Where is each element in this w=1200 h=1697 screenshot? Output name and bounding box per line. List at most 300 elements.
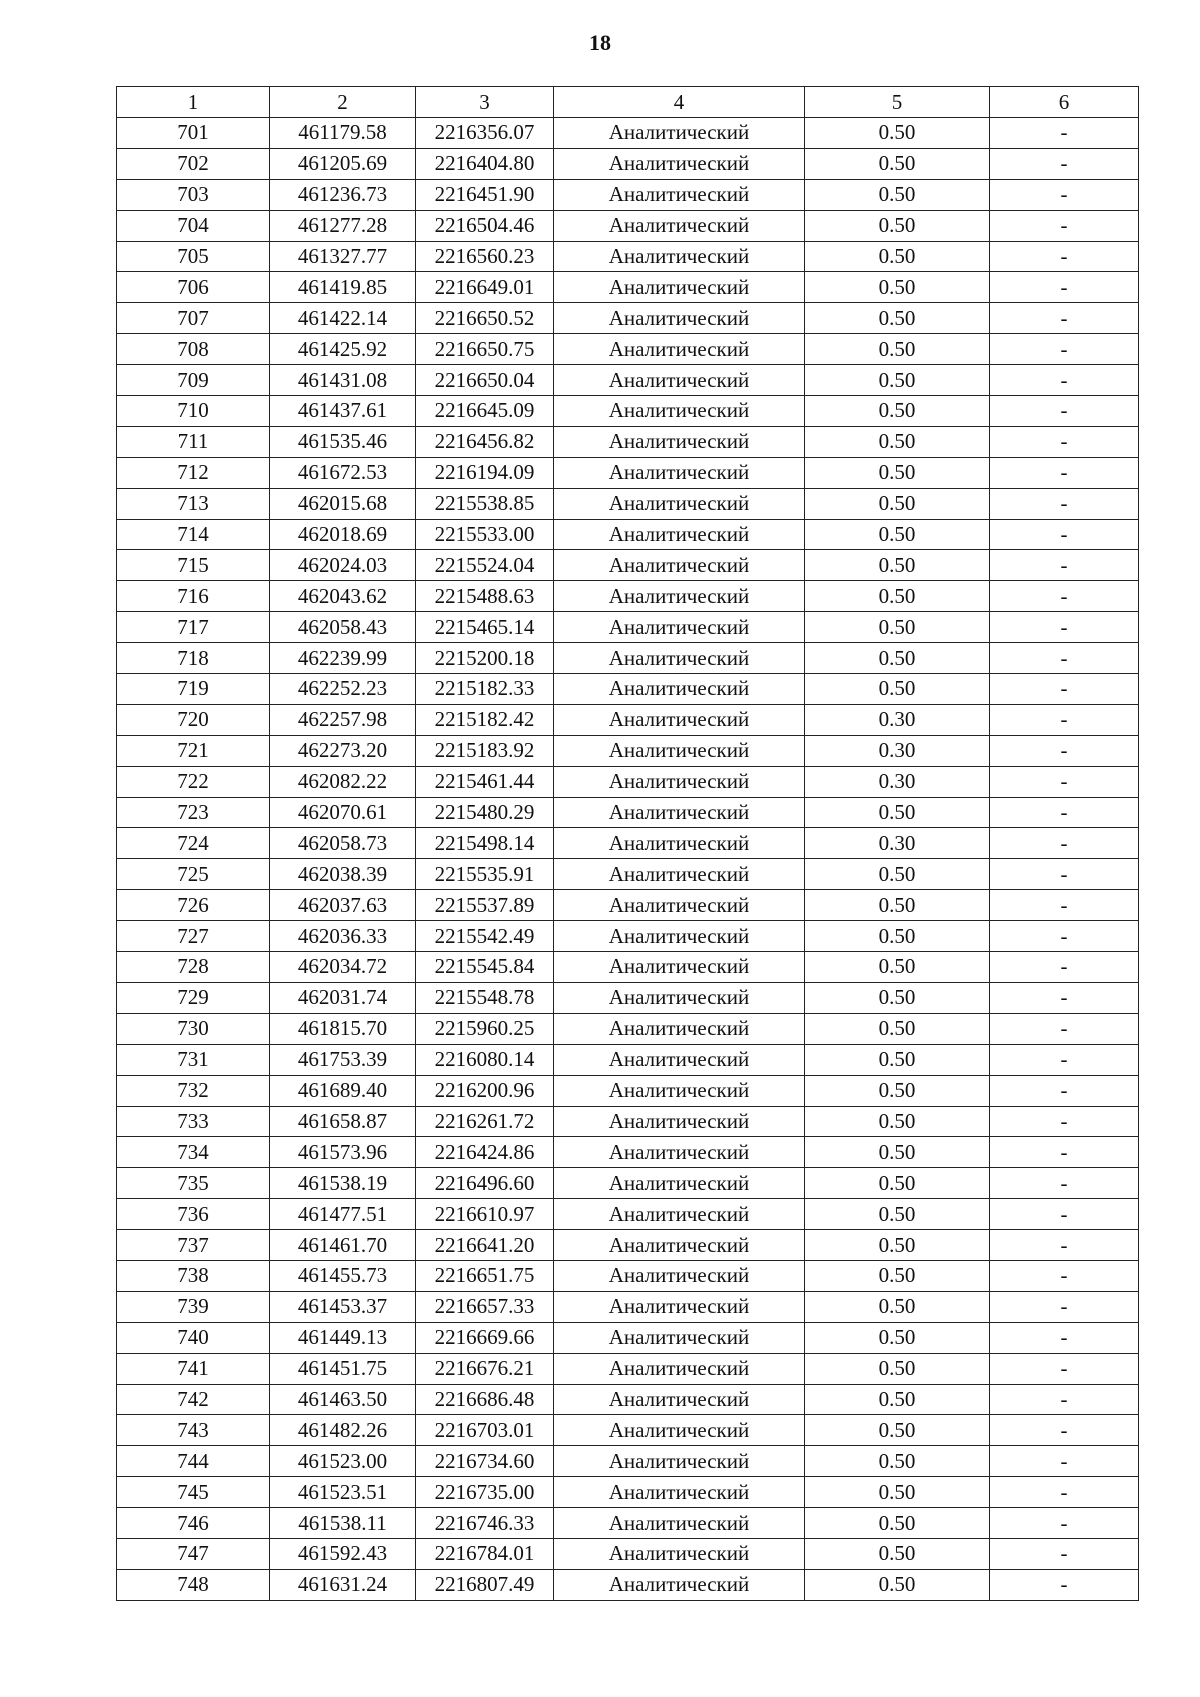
cell-coordinate-y: 2216676.21 — [416, 1353, 554, 1384]
cell-point-number: 738 — [117, 1260, 270, 1291]
cell-accuracy: 0.50 — [805, 1106, 990, 1137]
cell-accuracy: 0.50 — [805, 148, 990, 179]
cell-point-number: 719 — [117, 674, 270, 705]
cell-note: - — [990, 334, 1139, 365]
cell-method: Аналитический — [554, 674, 805, 705]
cell-note: - — [990, 704, 1139, 735]
cell-method: Аналитический — [554, 1075, 805, 1106]
cell-note: - — [990, 1508, 1139, 1539]
cell-point-number: 745 — [117, 1477, 270, 1508]
cell-note: - — [990, 612, 1139, 643]
cell-accuracy: 0.50 — [805, 1260, 990, 1291]
cell-method: Аналитический — [554, 1291, 805, 1322]
cell-coordinate-x: 461631.24 — [270, 1569, 416, 1600]
cell-coordinate-y: 2216784.01 — [416, 1538, 554, 1569]
cell-coordinate-x: 462015.68 — [270, 488, 416, 519]
cell-accuracy: 0.50 — [805, 1569, 990, 1600]
cell-coordinate-y: 2216424.86 — [416, 1137, 554, 1168]
cell-coordinate-x: 462034.72 — [270, 952, 416, 983]
cell-accuracy: 0.50 — [805, 581, 990, 612]
cell-accuracy: 0.50 — [805, 674, 990, 705]
table-row — [117, 179, 1139, 210]
cell-accuracy: 0.50 — [805, 396, 990, 427]
table-row — [117, 797, 1139, 828]
cell-coordinate-y: 2216651.75 — [416, 1260, 554, 1291]
cell-point-number: 718 — [117, 643, 270, 674]
cell-note: - — [990, 982, 1139, 1013]
table-row — [117, 1291, 1139, 1322]
column-header: 3 — [416, 87, 554, 118]
cell-method: Аналитический — [554, 179, 805, 210]
cell-method: Аналитический — [554, 1353, 805, 1384]
cell-coordinate-y: 2215537.89 — [416, 890, 554, 921]
cell-method: Аналитический — [554, 1569, 805, 1600]
cell-note: - — [990, 890, 1139, 921]
cell-point-number: 721 — [117, 735, 270, 766]
cell-coordinate-x: 461451.75 — [270, 1353, 416, 1384]
cell-method: Аналитический — [554, 1415, 805, 1446]
cell-method: Аналитический — [554, 1137, 805, 1168]
cell-point-number: 711 — [117, 426, 270, 457]
table-row — [117, 643, 1139, 674]
table-row — [117, 1322, 1139, 1353]
cell-point-number: 747 — [117, 1538, 270, 1569]
cell-accuracy: 0.50 — [805, 1013, 990, 1044]
table-row — [117, 1446, 1139, 1477]
cell-coordinate-x: 461455.73 — [270, 1260, 416, 1291]
cell-accuracy: 0.50 — [805, 179, 990, 210]
cell-accuracy: 0.50 — [805, 1230, 990, 1261]
table-row — [117, 426, 1139, 457]
cell-note: - — [990, 550, 1139, 581]
cell-coordinate-y: 2215535.91 — [416, 859, 554, 890]
cell-note: - — [990, 457, 1139, 488]
cell-method: Аналитический — [554, 952, 805, 983]
cell-coordinate-y: 2216261.72 — [416, 1106, 554, 1137]
cell-coordinate-y: 2215465.14 — [416, 612, 554, 643]
cell-coordinate-y: 2215480.29 — [416, 797, 554, 828]
cell-coordinate-y: 2216356.07 — [416, 118, 554, 149]
cell-point-number: 735 — [117, 1168, 270, 1199]
cell-point-number: 740 — [117, 1322, 270, 1353]
column-header: 4 — [554, 87, 805, 118]
cell-coordinate-y: 2215548.78 — [416, 982, 554, 1013]
cell-accuracy: 0.50 — [805, 1199, 990, 1230]
table-row — [117, 550, 1139, 581]
cell-coordinate-y: 2216650.52 — [416, 303, 554, 334]
cell-coordinate-y: 2216650.04 — [416, 365, 554, 396]
cell-coordinate-y: 2216649.01 — [416, 272, 554, 303]
cell-coordinate-x: 461437.61 — [270, 396, 416, 427]
cell-point-number: 733 — [117, 1106, 270, 1137]
table-row — [117, 519, 1139, 550]
cell-method: Аналитический — [554, 303, 805, 334]
cell-coordinate-y: 2216194.09 — [416, 457, 554, 488]
column-header: 5 — [805, 87, 990, 118]
cell-method: Аналитический — [554, 334, 805, 365]
cell-note: - — [990, 1446, 1139, 1477]
cell-accuracy: 0.50 — [805, 272, 990, 303]
cell-coordinate-y: 2216641.20 — [416, 1230, 554, 1261]
table-row — [117, 921, 1139, 952]
cell-coordinate-y: 2215183.92 — [416, 735, 554, 766]
table-row — [117, 118, 1139, 149]
cell-accuracy: 0.50 — [805, 921, 990, 952]
cell-accuracy: 0.30 — [805, 828, 990, 859]
cell-method: Аналитический — [554, 457, 805, 488]
cell-coordinate-y: 2216496.60 — [416, 1168, 554, 1199]
table-row — [117, 735, 1139, 766]
cell-note: - — [990, 488, 1139, 519]
cell-point-number: 720 — [117, 704, 270, 735]
table-row — [117, 704, 1139, 735]
cell-note: - — [990, 148, 1139, 179]
table-row — [117, 457, 1139, 488]
cell-accuracy: 0.50 — [805, 1446, 990, 1477]
cell-coordinate-y: 2215960.25 — [416, 1013, 554, 1044]
cell-point-number: 714 — [117, 519, 270, 550]
cell-note: - — [990, 1168, 1139, 1199]
cell-coordinate-x: 462024.03 — [270, 550, 416, 581]
cell-coordinate-x: 461463.50 — [270, 1384, 416, 1415]
cell-coordinate-x: 462082.22 — [270, 766, 416, 797]
cell-point-number: 743 — [117, 1415, 270, 1446]
cell-method: Аналитический — [554, 797, 805, 828]
cell-method: Аналитический — [554, 581, 805, 612]
column-header: 1 — [117, 87, 270, 118]
cell-point-number: 701 — [117, 118, 270, 149]
cell-coordinate-x: 461538.19 — [270, 1168, 416, 1199]
table-header-row — [117, 87, 1139, 118]
cell-accuracy: 0.50 — [805, 1291, 990, 1322]
cell-coordinate-y: 2216080.14 — [416, 1044, 554, 1075]
cell-method: Аналитический — [554, 704, 805, 735]
cell-note: - — [990, 1013, 1139, 1044]
cell-coordinate-x: 461425.92 — [270, 334, 416, 365]
cell-coordinate-x: 461236.73 — [270, 179, 416, 210]
cell-accuracy: 0.50 — [805, 334, 990, 365]
cell-accuracy: 0.50 — [805, 1075, 990, 1106]
cell-coordinate-y: 2216686.48 — [416, 1384, 554, 1415]
cell-point-number: 713 — [117, 488, 270, 519]
cell-coordinate-y: 2215182.33 — [416, 674, 554, 705]
cell-coordinate-x: 462239.99 — [270, 643, 416, 674]
cell-method: Аналитический — [554, 210, 805, 241]
table-row — [117, 1508, 1139, 1539]
cell-coordinate-x: 462031.74 — [270, 982, 416, 1013]
cell-coordinate-x: 462018.69 — [270, 519, 416, 550]
cell-coordinate-x: 462252.23 — [270, 674, 416, 705]
cell-coordinate-x: 461205.69 — [270, 148, 416, 179]
cell-accuracy: 0.50 — [805, 1415, 990, 1446]
table-row — [117, 1569, 1139, 1600]
cell-coordinate-y: 2215524.04 — [416, 550, 554, 581]
table-row — [117, 859, 1139, 890]
cell-coordinate-x: 462257.98 — [270, 704, 416, 735]
table-row — [117, 272, 1139, 303]
cell-point-number: 734 — [117, 1137, 270, 1168]
cell-note: - — [990, 1106, 1139, 1137]
cell-accuracy: 0.50 — [805, 890, 990, 921]
cell-method: Аналитический — [554, 118, 805, 149]
table-row — [117, 1199, 1139, 1230]
cell-method: Аналитический — [554, 550, 805, 581]
cell-accuracy: 0.50 — [805, 797, 990, 828]
table-row — [117, 148, 1139, 179]
cell-note: - — [990, 1353, 1139, 1384]
cell-point-number: 730 — [117, 1013, 270, 1044]
cell-note: - — [990, 1199, 1139, 1230]
cell-coordinate-y: 2215533.00 — [416, 519, 554, 550]
cell-point-number: 729 — [117, 982, 270, 1013]
table-row — [117, 766, 1139, 797]
cell-note: - — [990, 1415, 1139, 1446]
cell-note: - — [990, 1322, 1139, 1353]
cell-point-number: 702 — [117, 148, 270, 179]
table-row — [117, 1013, 1139, 1044]
table-row — [117, 241, 1139, 272]
cell-point-number: 716 — [117, 581, 270, 612]
cell-point-number: 717 — [117, 612, 270, 643]
cell-method: Аналитический — [554, 1044, 805, 1075]
cell-coordinate-y: 2215200.18 — [416, 643, 554, 674]
cell-accuracy: 0.50 — [805, 426, 990, 457]
cell-method: Аналитический — [554, 426, 805, 457]
cell-method: Аналитический — [554, 1199, 805, 1230]
cell-note: - — [990, 797, 1139, 828]
cell-coordinate-y: 2216746.33 — [416, 1508, 554, 1539]
cell-coordinate-y: 2216807.49 — [416, 1569, 554, 1600]
cell-note: - — [990, 581, 1139, 612]
table-row — [117, 1230, 1139, 1261]
cell-coordinate-x: 461815.70 — [270, 1013, 416, 1044]
cell-point-number: 724 — [117, 828, 270, 859]
cell-accuracy: 0.50 — [805, 519, 990, 550]
cell-point-number: 703 — [117, 179, 270, 210]
table-row — [117, 1538, 1139, 1569]
cell-point-number: 731 — [117, 1044, 270, 1075]
cell-coordinate-y: 2216456.82 — [416, 426, 554, 457]
cell-coordinate-x: 461431.08 — [270, 365, 416, 396]
page-number: 18 — [589, 30, 611, 55]
table-row — [117, 303, 1139, 334]
cell-coordinate-x: 461477.51 — [270, 1199, 416, 1230]
table-row — [117, 1075, 1139, 1106]
cell-accuracy: 0.50 — [805, 1538, 990, 1569]
table-row — [117, 488, 1139, 519]
cell-method: Аналитический — [554, 396, 805, 427]
cell-accuracy: 0.50 — [805, 550, 990, 581]
cell-coordinate-x: 461453.37 — [270, 1291, 416, 1322]
cell-point-number: 710 — [117, 396, 270, 427]
cell-accuracy: 0.50 — [805, 303, 990, 334]
cell-coordinate-x: 462037.63 — [270, 890, 416, 921]
cell-accuracy: 0.50 — [805, 488, 990, 519]
cell-method: Аналитический — [554, 1106, 805, 1137]
cell-method: Аналитический — [554, 1508, 805, 1539]
column-header: 6 — [990, 87, 1139, 118]
cell-coordinate-x: 461277.28 — [270, 210, 416, 241]
cell-accuracy: 0.50 — [805, 1044, 990, 1075]
cell-point-number: 707 — [117, 303, 270, 334]
cell-method: Аналитический — [554, 519, 805, 550]
cell-note: - — [990, 1075, 1139, 1106]
cell-coordinate-x: 461179.58 — [270, 118, 416, 149]
cell-method: Аналитический — [554, 148, 805, 179]
cell-note: - — [990, 118, 1139, 149]
cell-note: - — [990, 1137, 1139, 1168]
cell-coordinate-x: 462058.73 — [270, 828, 416, 859]
cell-accuracy: 0.50 — [805, 1137, 990, 1168]
cell-method: Аналитический — [554, 272, 805, 303]
cell-point-number: 704 — [117, 210, 270, 241]
cell-point-number: 732 — [117, 1075, 270, 1106]
cell-note: - — [990, 1044, 1139, 1075]
cell-coordinate-y: 2216735.00 — [416, 1477, 554, 1508]
cell-method: Аналитический — [554, 828, 805, 859]
cell-method: Аналитический — [554, 612, 805, 643]
cell-coordinate-y: 2215461.44 — [416, 766, 554, 797]
cell-note: - — [990, 365, 1139, 396]
cell-method: Аналитический — [554, 1013, 805, 1044]
cell-point-number: 736 — [117, 1199, 270, 1230]
cell-coordinate-x: 461482.26 — [270, 1415, 416, 1446]
table-row — [117, 210, 1139, 241]
cell-coordinate-x: 461672.53 — [270, 457, 416, 488]
cell-note: - — [990, 519, 1139, 550]
cell-point-number: 705 — [117, 241, 270, 272]
cell-note: - — [990, 735, 1139, 766]
cell-accuracy: 0.50 — [805, 457, 990, 488]
cell-coordinate-x: 461573.96 — [270, 1137, 416, 1168]
cell-accuracy: 0.50 — [805, 241, 990, 272]
cell-method: Аналитический — [554, 1384, 805, 1415]
cell-point-number: 727 — [117, 921, 270, 952]
cell-coordinate-x: 461461.70 — [270, 1230, 416, 1261]
cell-coordinate-y: 2216645.09 — [416, 396, 554, 427]
cell-accuracy: 0.30 — [805, 766, 990, 797]
cell-method: Аналитический — [554, 921, 805, 952]
cell-accuracy: 0.50 — [805, 210, 990, 241]
cell-method: Аналитический — [554, 1538, 805, 1569]
cell-method: Аналитический — [554, 1168, 805, 1199]
cell-accuracy: 0.50 — [805, 952, 990, 983]
cell-point-number: 726 — [117, 890, 270, 921]
cell-point-number: 715 — [117, 550, 270, 581]
cell-coordinate-y: 2215538.85 — [416, 488, 554, 519]
cell-coordinate-x: 461449.13 — [270, 1322, 416, 1353]
cell-note: - — [990, 210, 1139, 241]
cell-coordinate-x: 462038.39 — [270, 859, 416, 890]
cell-coordinate-x: 461753.39 — [270, 1044, 416, 1075]
cell-note: - — [990, 1230, 1139, 1261]
cell-note: - — [990, 766, 1139, 797]
cell-accuracy: 0.50 — [805, 643, 990, 674]
table-row — [117, 1168, 1139, 1199]
cell-note: - — [990, 396, 1139, 427]
table-row — [117, 982, 1139, 1013]
cell-method: Аналитический — [554, 1322, 805, 1353]
cell-accuracy: 0.30 — [805, 704, 990, 735]
cell-coordinate-y: 2216657.33 — [416, 1291, 554, 1322]
column-header: 2 — [270, 87, 416, 118]
table-row — [117, 1137, 1139, 1168]
table-row — [117, 396, 1139, 427]
cell-coordinate-y: 2216650.75 — [416, 334, 554, 365]
table-row — [117, 828, 1139, 859]
cell-coordinate-y: 2215545.84 — [416, 952, 554, 983]
cell-coordinate-x: 462043.62 — [270, 581, 416, 612]
cell-note: - — [990, 952, 1139, 983]
cell-accuracy: 0.50 — [805, 1353, 990, 1384]
cell-note: - — [990, 643, 1139, 674]
cell-coordinate-y: 2216404.80 — [416, 148, 554, 179]
cell-accuracy: 0.50 — [805, 1168, 990, 1199]
cell-point-number: 739 — [117, 1291, 270, 1322]
table-row — [117, 581, 1139, 612]
cell-coordinate-y: 2216734.60 — [416, 1446, 554, 1477]
cell-coordinate-x: 461327.77 — [270, 241, 416, 272]
cell-accuracy: 0.30 — [805, 735, 990, 766]
cell-accuracy: 0.50 — [805, 1477, 990, 1508]
table-row — [117, 952, 1139, 983]
table-row — [117, 674, 1139, 705]
cell-coordinate-y: 2215182.42 — [416, 704, 554, 735]
cell-method: Аналитический — [554, 1446, 805, 1477]
cell-coordinate-x: 462058.43 — [270, 612, 416, 643]
cell-method: Аналитический — [554, 488, 805, 519]
cell-coordinate-x: 461523.00 — [270, 1446, 416, 1477]
cell-method: Аналитический — [554, 1477, 805, 1508]
table-row — [117, 334, 1139, 365]
cell-point-number: 737 — [117, 1230, 270, 1261]
cell-note: - — [990, 179, 1139, 210]
cell-coordinate-y: 2215488.63 — [416, 581, 554, 612]
cell-coordinate-y: 2215542.49 — [416, 921, 554, 952]
cell-point-number: 741 — [117, 1353, 270, 1384]
cell-note: - — [990, 1384, 1139, 1415]
cell-method: Аналитический — [554, 1260, 805, 1291]
table-row — [117, 1106, 1139, 1137]
table-row — [117, 1477, 1139, 1508]
cell-coordinate-x: 462036.33 — [270, 921, 416, 952]
cell-coordinate-x: 461592.43 — [270, 1538, 416, 1569]
cell-point-number: 728 — [117, 952, 270, 983]
cell-coordinate-y: 2216560.23 — [416, 241, 554, 272]
cell-coordinate-y: 2216504.46 — [416, 210, 554, 241]
cell-coordinate-y: 2216703.01 — [416, 1415, 554, 1446]
cell-coordinate-x: 461538.11 — [270, 1508, 416, 1539]
cell-note: - — [990, 828, 1139, 859]
cell-coordinate-y: 2216451.90 — [416, 179, 554, 210]
coordinates-table — [116, 86, 1139, 1601]
cell-point-number: 744 — [117, 1446, 270, 1477]
cell-note: - — [990, 303, 1139, 334]
table-body — [117, 118, 1139, 1601]
cell-point-number: 742 — [117, 1384, 270, 1415]
cell-point-number: 748 — [117, 1569, 270, 1600]
cell-method: Аналитический — [554, 1230, 805, 1261]
cell-note: - — [990, 859, 1139, 890]
cell-accuracy: 0.50 — [805, 365, 990, 396]
cell-accuracy: 0.50 — [805, 1508, 990, 1539]
cell-point-number: 746 — [117, 1508, 270, 1539]
cell-accuracy: 0.50 — [805, 859, 990, 890]
cell-method: Аналитический — [554, 735, 805, 766]
table-row — [117, 1353, 1139, 1384]
cell-point-number: 725 — [117, 859, 270, 890]
cell-note: - — [990, 272, 1139, 303]
